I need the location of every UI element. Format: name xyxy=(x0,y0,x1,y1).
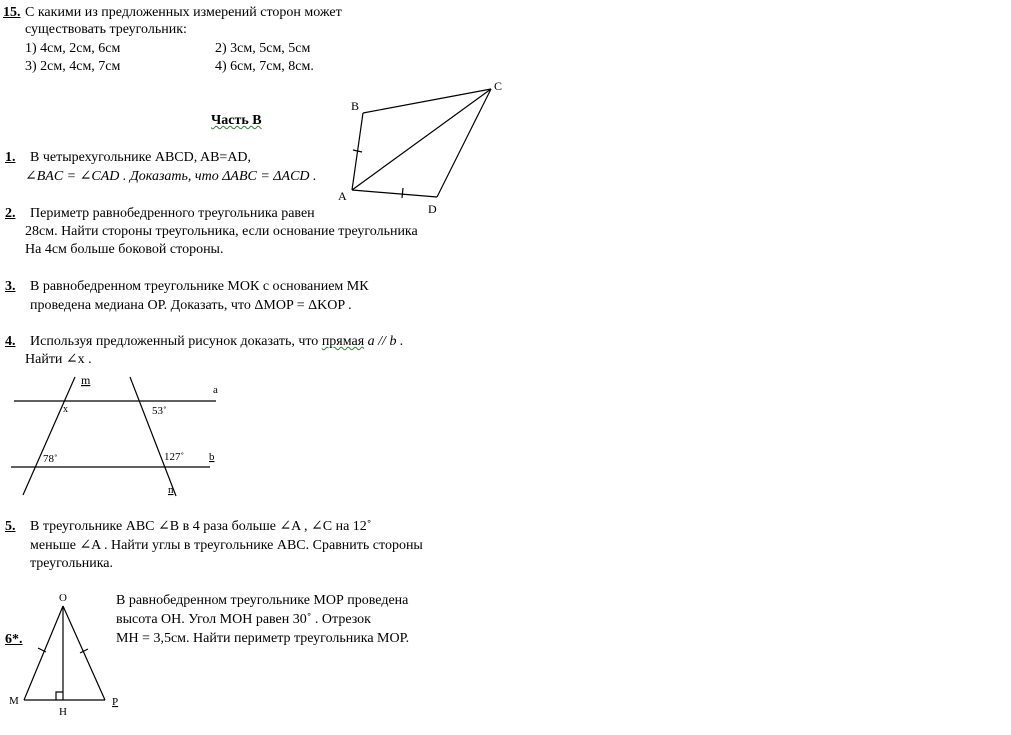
angle-127: 127˚ xyxy=(164,451,185,463)
q5-line2: меньше ∠A . Найти углы в треугольнике ABC. Сравнить стороны xyxy=(30,538,423,553)
q3-line1: В равнобедренном треугольнике МОК с основанием МК xyxy=(30,279,369,294)
q2-line2: 28см. Найти стороны треугольника, если основание треугольника xyxy=(25,224,418,239)
label-o: O xyxy=(59,592,67,604)
diagonal-ac xyxy=(352,89,491,190)
q1-number: 1. xyxy=(5,150,16,165)
q15-option-3: 3) 2см, 4см, 7см xyxy=(25,59,121,74)
q15-option-1: 1) 4см, 2см, 6см xyxy=(25,41,121,56)
side-op xyxy=(63,606,105,700)
side-bc xyxy=(363,89,491,113)
line-n xyxy=(130,377,176,496)
label-m: m xyxy=(81,373,91,387)
quadrilateral-abcd-figure xyxy=(352,89,491,198)
label-x: x xyxy=(63,404,68,415)
q6-line3: МН = 3,5см. Найти периметр треугольника МОР. xyxy=(116,631,410,646)
q6-number: 6*. xyxy=(5,632,23,647)
angle-78: 78˚ xyxy=(43,453,58,465)
q4-line1-word: прямая xyxy=(321,334,365,349)
label-p: P xyxy=(112,696,119,708)
label-a: A xyxy=(338,189,347,203)
q4-line2: Найти ∠x . xyxy=(25,352,92,367)
q5-line3: треугольника. xyxy=(30,556,114,571)
q5-number: 5. xyxy=(5,519,16,534)
line-m xyxy=(23,377,75,495)
q6-line1: В равнобедренном треугольнике МОР проведена xyxy=(116,593,409,608)
q2-line1: Периметр равнобедренного треугольника равен xyxy=(30,206,315,221)
q4-line1-text: Используя предложенный рисунок доказать, что xyxy=(30,334,319,349)
q1-line2: ∠BAC = ∠CAD . Доказать, что ΔABC = ΔACD . xyxy=(25,169,317,184)
angle-53: 53˚ xyxy=(152,405,167,417)
parallel-lines-figure xyxy=(11,377,216,496)
q5-line1: В треугольнике ABC ∠B в 4 раза больше ∠A , ∠C на 12˚ xyxy=(30,519,372,534)
label-m-vertex: M xyxy=(9,695,19,707)
q15-number: 15. xyxy=(3,5,21,20)
q1-line1: В четырехугольнике ABCD, AB=AD, xyxy=(30,150,252,165)
label-a-line: a xyxy=(213,384,218,396)
side-da xyxy=(352,190,437,197)
side-om xyxy=(24,606,63,700)
side-cd xyxy=(437,89,491,197)
q6-line2: высота ОН. Угол МОН равен 30˚ . Отрезок xyxy=(116,612,371,627)
q15-option-4: 4) 6см, 7см, 8см. xyxy=(215,59,314,74)
q2-line3: На 4см больше боковой стороны. xyxy=(25,242,224,257)
section-title-text: Часть В xyxy=(211,113,262,128)
q3-line2: проведена медиана ОР. Доказать, что ΔMOP = ΔKOP . xyxy=(30,298,352,313)
label-n: n xyxy=(168,484,174,496)
q15-option-2: 2) 3см, 5см, 5см xyxy=(215,41,311,56)
triangle-mop-figure xyxy=(24,606,105,700)
q15-line1: С какими из предложенных измерений сторон может xyxy=(25,5,342,20)
label-b-line: b xyxy=(209,451,215,463)
label-h: H xyxy=(59,706,67,718)
label-c: C xyxy=(494,79,503,93)
tick-ad xyxy=(402,188,403,198)
q2-number: 2. xyxy=(5,206,16,221)
q4-number: 4. xyxy=(5,334,16,349)
q4-line1-formula: a // b . xyxy=(367,334,404,349)
label-d: D xyxy=(428,202,437,216)
label-b: B xyxy=(351,99,360,113)
right-angle-mark xyxy=(56,692,63,700)
q3-number: 3. xyxy=(5,279,16,294)
q15-line2: существовать треугольник: xyxy=(25,22,187,37)
